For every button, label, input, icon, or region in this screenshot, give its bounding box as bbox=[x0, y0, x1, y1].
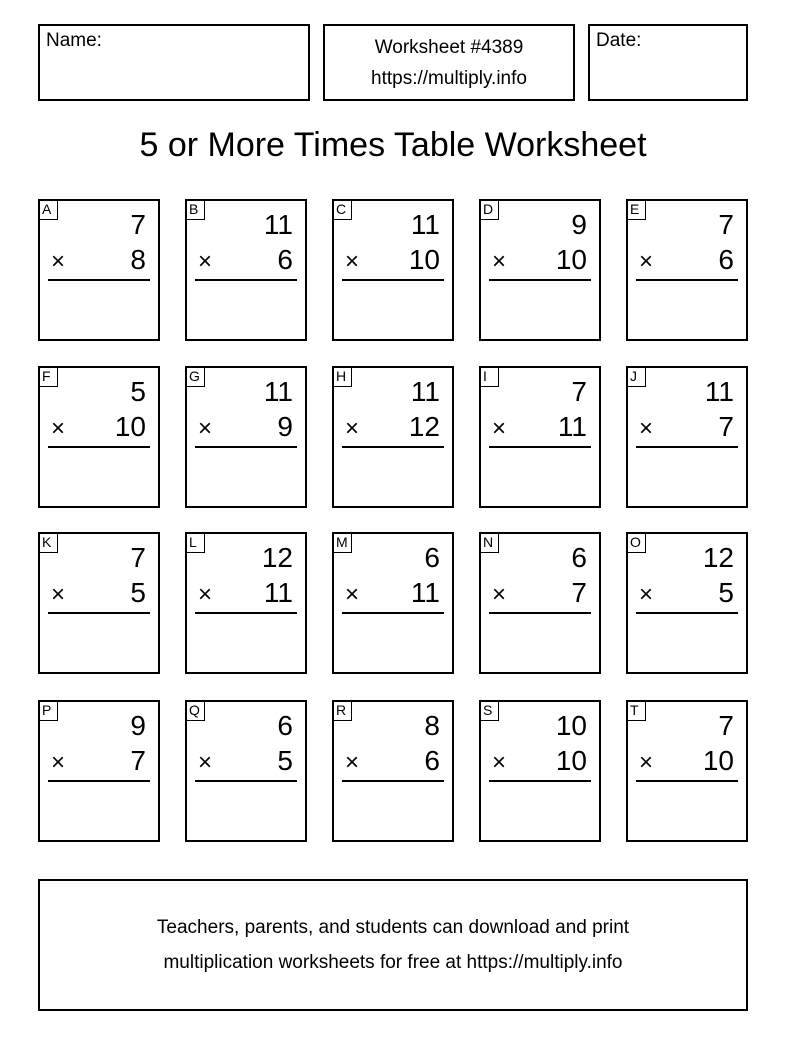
multiplicand: 5 bbox=[130, 376, 146, 407]
multiplier: 10 bbox=[702, 745, 734, 776]
page-title: 5 or More Times Table Worksheet bbox=[139, 126, 647, 164]
date-field-box bbox=[588, 24, 748, 101]
multiplicand: 7 bbox=[130, 542, 146, 573]
problem-card bbox=[38, 700, 160, 842]
times-symbol: × bbox=[639, 248, 654, 275]
multiplicand: 7 bbox=[718, 209, 734, 240]
multiplicand: 7 bbox=[571, 376, 587, 407]
answer-space[interactable] bbox=[634, 285, 740, 333]
problem-card bbox=[479, 366, 601, 508]
problem-letter: F bbox=[38, 366, 58, 387]
multiplicand: 12 bbox=[702, 542, 734, 573]
problem-card bbox=[626, 532, 748, 674]
problem-letter: C bbox=[332, 199, 352, 220]
answer-space[interactable] bbox=[193, 786, 299, 834]
answer-space[interactable] bbox=[340, 285, 446, 333]
problem-card bbox=[332, 199, 454, 341]
problem-letter: I bbox=[479, 366, 499, 387]
multiplicand: 11 bbox=[704, 376, 734, 407]
multiplier: 10 bbox=[408, 244, 440, 275]
problem-letter: H bbox=[332, 366, 352, 387]
date-label: Date: bbox=[596, 30, 642, 51]
problem-card bbox=[626, 366, 748, 508]
answer-line bbox=[636, 446, 738, 448]
multiplier: 7 bbox=[571, 577, 587, 608]
problem-letter: P bbox=[38, 700, 58, 721]
multiplier: 11 bbox=[557, 411, 587, 442]
name-field-box bbox=[38, 24, 310, 101]
answer-line bbox=[195, 612, 297, 614]
footer-box bbox=[38, 879, 748, 1011]
answer-line bbox=[195, 780, 297, 782]
problem-letter: B bbox=[185, 199, 205, 220]
multiplier: 11 bbox=[263, 577, 293, 608]
times-symbol: × bbox=[51, 248, 66, 275]
multiplicand: 6 bbox=[571, 542, 587, 573]
multiplier: 10 bbox=[555, 244, 587, 275]
answer-space[interactable] bbox=[340, 618, 446, 666]
times-symbol: × bbox=[345, 248, 360, 275]
problem-letter: S bbox=[479, 700, 499, 721]
multiplicand: 10 bbox=[555, 710, 587, 741]
problem-card bbox=[38, 366, 160, 508]
problem-letter: D bbox=[479, 199, 499, 220]
multiplier: 5 bbox=[718, 577, 734, 608]
answer-space[interactable] bbox=[634, 618, 740, 666]
times-symbol: × bbox=[345, 415, 360, 442]
multiplicand: 11 bbox=[263, 376, 293, 407]
times-symbol: × bbox=[492, 581, 507, 608]
multiplier: 7 bbox=[718, 411, 734, 442]
footer-line-1: Teachers, parents, and students can download and print bbox=[156, 917, 630, 938]
problem-letter: E bbox=[626, 199, 646, 220]
answer-space[interactable] bbox=[193, 618, 299, 666]
multiplier: 5 bbox=[277, 745, 293, 776]
answer-line bbox=[636, 612, 738, 614]
problem-letter: O bbox=[626, 532, 646, 553]
times-symbol: × bbox=[345, 581, 360, 608]
answer-line bbox=[342, 780, 444, 782]
answer-line bbox=[342, 446, 444, 448]
times-symbol: × bbox=[345, 749, 360, 776]
answer-space[interactable] bbox=[46, 786, 152, 834]
times-symbol: × bbox=[639, 581, 654, 608]
problem-letter: R bbox=[332, 700, 352, 721]
multiplicand: 9 bbox=[571, 209, 587, 240]
multiplicand: 6 bbox=[424, 542, 440, 573]
problem-card bbox=[332, 700, 454, 842]
multiplicand: 7 bbox=[718, 710, 734, 741]
times-symbol: × bbox=[51, 415, 66, 442]
multiplier: 6 bbox=[424, 745, 440, 776]
problem-card bbox=[479, 199, 601, 341]
problem-letter: L bbox=[185, 532, 205, 553]
answer-line bbox=[195, 279, 297, 281]
multiplier: 10 bbox=[555, 745, 587, 776]
problem-card bbox=[185, 366, 307, 508]
times-symbol: × bbox=[198, 415, 213, 442]
multiplicand: 11 bbox=[410, 209, 440, 240]
times-symbol: × bbox=[492, 749, 507, 776]
problem-letter: M bbox=[332, 532, 352, 553]
answer-space[interactable] bbox=[340, 452, 446, 500]
times-symbol: × bbox=[492, 415, 507, 442]
problem-letter: N bbox=[479, 532, 499, 553]
problem-letter: J bbox=[626, 366, 646, 387]
times-symbol: × bbox=[51, 581, 66, 608]
multiplicand: 6 bbox=[277, 710, 293, 741]
times-symbol: × bbox=[639, 749, 654, 776]
answer-line bbox=[48, 279, 150, 281]
answer-space[interactable] bbox=[487, 285, 593, 333]
multiplicand: 12 bbox=[261, 542, 293, 573]
multiplicand: 7 bbox=[130, 209, 146, 240]
problem-letter: Q bbox=[185, 700, 205, 721]
times-symbol: × bbox=[639, 415, 654, 442]
times-symbol: × bbox=[492, 248, 507, 275]
worksheet-number: Worksheet #4389 bbox=[374, 37, 524, 58]
problem-letter: G bbox=[185, 366, 205, 387]
answer-line bbox=[342, 279, 444, 281]
problem-letter: K bbox=[38, 532, 58, 553]
answer-space[interactable] bbox=[46, 452, 152, 500]
multiplicand: 11 bbox=[263, 209, 293, 240]
problem-card bbox=[479, 700, 601, 842]
answer-space[interactable] bbox=[193, 285, 299, 333]
answer-line bbox=[489, 612, 591, 614]
multiplier: 7 bbox=[130, 745, 146, 776]
problem-letter: T bbox=[626, 700, 646, 721]
answer-line bbox=[48, 780, 150, 782]
answer-line bbox=[636, 780, 738, 782]
answer-space[interactable] bbox=[46, 618, 152, 666]
multiplicand: 9 bbox=[130, 710, 146, 741]
times-symbol: × bbox=[198, 749, 213, 776]
problem-card bbox=[38, 199, 160, 341]
multiplicand: 11 bbox=[410, 376, 440, 407]
answer-line bbox=[195, 446, 297, 448]
problem-card bbox=[185, 700, 307, 842]
answer-space[interactable] bbox=[487, 452, 593, 500]
problem-card bbox=[332, 366, 454, 508]
problem-card bbox=[185, 199, 307, 341]
multiplier: 9 bbox=[277, 411, 293, 442]
worksheet-info-box bbox=[323, 24, 575, 101]
problem-letter: A bbox=[38, 199, 58, 220]
answer-space[interactable] bbox=[634, 786, 740, 834]
answer-line bbox=[489, 780, 591, 782]
problem-card bbox=[479, 532, 601, 674]
answer-space[interactable] bbox=[193, 452, 299, 500]
answer-line bbox=[48, 446, 150, 448]
times-symbol: × bbox=[198, 248, 213, 275]
answer-line bbox=[48, 612, 150, 614]
answer-space[interactable] bbox=[46, 285, 152, 333]
problem-card bbox=[626, 700, 748, 842]
answer-line bbox=[489, 279, 591, 281]
multiplier: 11 bbox=[410, 577, 440, 608]
multiplier: 8 bbox=[130, 244, 146, 275]
multiplicand: 8 bbox=[424, 710, 440, 741]
problem-card bbox=[332, 532, 454, 674]
answer-space[interactable] bbox=[487, 786, 593, 834]
name-label: Name: bbox=[46, 30, 102, 51]
times-symbol: × bbox=[198, 581, 213, 608]
answer-space[interactable] bbox=[340, 786, 446, 834]
worksheet-url: https://multiply.info bbox=[371, 68, 527, 89]
problem-card bbox=[38, 532, 160, 674]
multiplier: 6 bbox=[718, 244, 734, 275]
times-symbol: × bbox=[51, 749, 66, 776]
answer-line bbox=[636, 279, 738, 281]
answer-space[interactable] bbox=[634, 452, 740, 500]
problem-card bbox=[626, 199, 748, 341]
answer-space[interactable] bbox=[487, 618, 593, 666]
problem-card bbox=[185, 532, 307, 674]
multiplier: 10 bbox=[114, 411, 146, 442]
answer-line bbox=[342, 612, 444, 614]
multiplier: 12 bbox=[408, 411, 440, 442]
multiplier: 5 bbox=[130, 577, 146, 608]
footer-line-2: multiplication worksheets for free at https://multiply.info bbox=[163, 952, 623, 973]
answer-line bbox=[489, 446, 591, 448]
multiplier: 6 bbox=[277, 244, 293, 275]
